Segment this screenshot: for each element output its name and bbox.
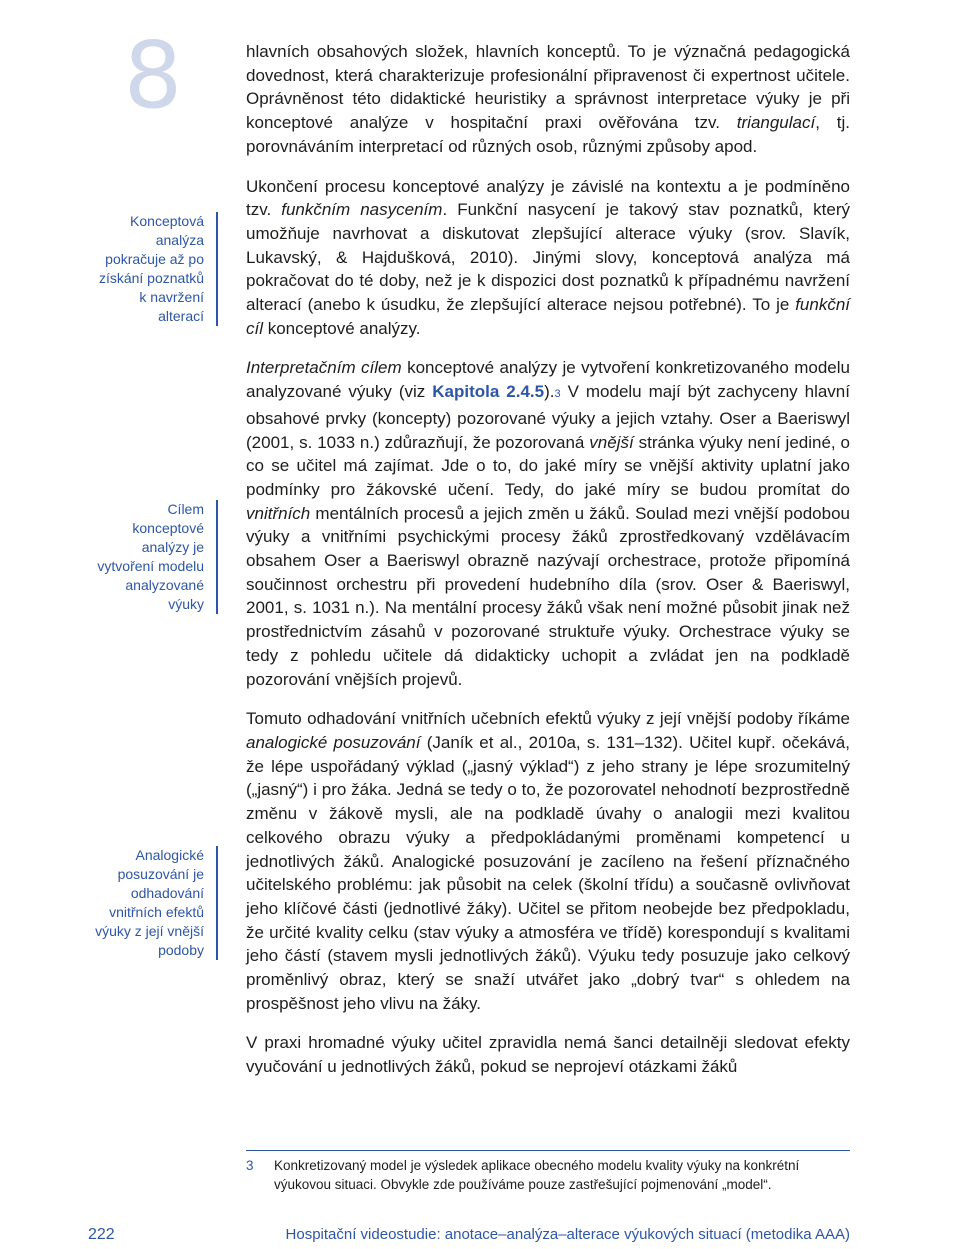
margin-note-conceptual-analysis: Konceptová analýza pokračuje až po získání poznatků k navržení alterací bbox=[92, 212, 218, 326]
running-footer-title: Hospitační videostudie: anotace–analýza–alterace výukových situací (metodika AAA) bbox=[285, 1226, 850, 1243]
footnote-text: Konkretizovaný model je výsledek aplikace obecného modelu kvality výuky na konkrétní výukovou situaci. Obvykle zde používáme pouze zastřešující pojmenování „model“. bbox=[274, 1158, 800, 1192]
paragraph-1: hlavních obsahových složek, hlavních konceptů. To je význačná pedagogická dovednost, která charakterizuje profesionální připravenost či expertnost učitele. Oprávněnost této didaktické heuristiky a správnost interpretace výuky je při konceptové analýze v hospitační praxi ověřována tzv. triangulací, tj. porovnáváním interpretací od různých osob, různými způsoby apod. bbox=[246, 42, 850, 156]
footnote-divider bbox=[246, 1150, 850, 1151]
paragraph-2: Ukončení procesu konceptové analýzy je závislé na kontextu a je podmíněno tzv. funkčním nasycením. Funkční nasycení je takový stav poznatků, který umožňuje navrhovat a diskutovat zlepšující alterace výuky (srov. Slavík, Lukavský, & Hajdušková, 2010). Jinými slovy, konceptová analýza má pokračovat do té doby, než je k dispozici dost poznatků k případnému navržení alterací (anebo k úsudku, že zlepšující alterace nejsou potřebné). To je funkční cíl konceptové analýzy. bbox=[246, 176, 850, 338]
footnote-number: 3 bbox=[246, 1158, 254, 1173]
footnote-marker: 3 bbox=[554, 388, 561, 401]
chapter-number: 8 bbox=[123, 22, 183, 129]
margin-note-analogical-judgement: Analogické posuzování je odhadování vnitřních efektů výuky z její vnější podoby bbox=[92, 846, 218, 960]
main-text bbox=[246, 40, 850, 1095]
paragraph-3: Interpretačním cílem konceptové analýzy je vytvoření konkretizovaného modelu analyzované výuky (viz Kapitola 2.4.5).3 V modelu mají být zachyceny hlavní obsahové prvky (koncepty) pozorované výuky a jejich vztahy. Oser a Baeriswyl (2001, s. 1033 n.) zdůrazňují, že pozorovaná vnější stránka výuky není jediné, o co se učitel má zajímat. Jde o to, do jaké míry se vnější aktivity uplatní jako podmínky pro žákovské učení. Tedy, do jaké míry se budou promítat do vnitřních mentálních procesů a jejich změn u žáků. Soulad mezi vnější podobou výuky a vnitřními psychickými procesy žáků zprostředkovaný vzdělávacím obsahem Oser a Baeriswyl obrazně nazývají orchestrace, protože připomíná součinnost orchestru při provedení hudebního díla (srov. Oser & Baeriswyl, 2001, s. 1031 n.). Na mentální procesy žáků však není možné působit jinak než prostřednictvím zásahů v pozorované struktuře výuky. Orchestrace výuky se tedy z pohledu učitele dá didakticky uchopit a zvládat jen na podkladě pozorování vnějších projevů. bbox=[246, 358, 850, 689]
chapter-reference-link[interactable]: Kapitola 2.4.5 bbox=[432, 382, 545, 402]
page-number: 222 bbox=[88, 1226, 115, 1243]
paragraph-5: V praxi hromadné výuky učitel zpravidla nemá šanci detailněji sledovat efekty vyučování u jednotlivých žáků, pokud se neprojeví otázkami žáků bbox=[246, 1033, 850, 1077]
paragraph-4: Tomuto odhadování vnitřních učebních efektů výuky z její vnější podoby říkáme analogické posuzování (Janík et al., 2010a, s. 131–132). Učitel kupř. očekává, že lépe uspořádaný výklad („jasný výklad“) z jeho strany je lépe srozumitelný („jasný“) i pro žáka. Jedná se tedy o to, že pozorovatel nehodnotí bezprostředně změnu v žákově mysli, ale na podkladě úvahy o analogii mezi kvalitou celkového obrazu výuky a předpokládanými proměnami kompetencí u jednotlivých žáků. Analogické posuzování je zacíleno na řešení příznačného učitelského problému: jak působit na celek (školní třídu) a současně ovlivňovat jeho klíčové části (jednotlivé žáky). Učitel se přitom neobejde bez předpokladu, že určité kvality celku (stav výuky a atmosféra ve třídě) korespondují s kvalitami jeho částí (stavem mysli jednotlivých žáků). Výuku tedy posuzuje jako celkový proměnlivý obraz, který se snaží utvářet jako „dobrý tvar“ s ohledem na prospěšnost jeho vlivu na žáky. bbox=[246, 709, 850, 1013]
margin-note-interpretation-goal: Cílem konceptové analýzy je vytvoření modelu analyzované výuky bbox=[92, 500, 218, 614]
footnote bbox=[246, 1156, 850, 1194]
